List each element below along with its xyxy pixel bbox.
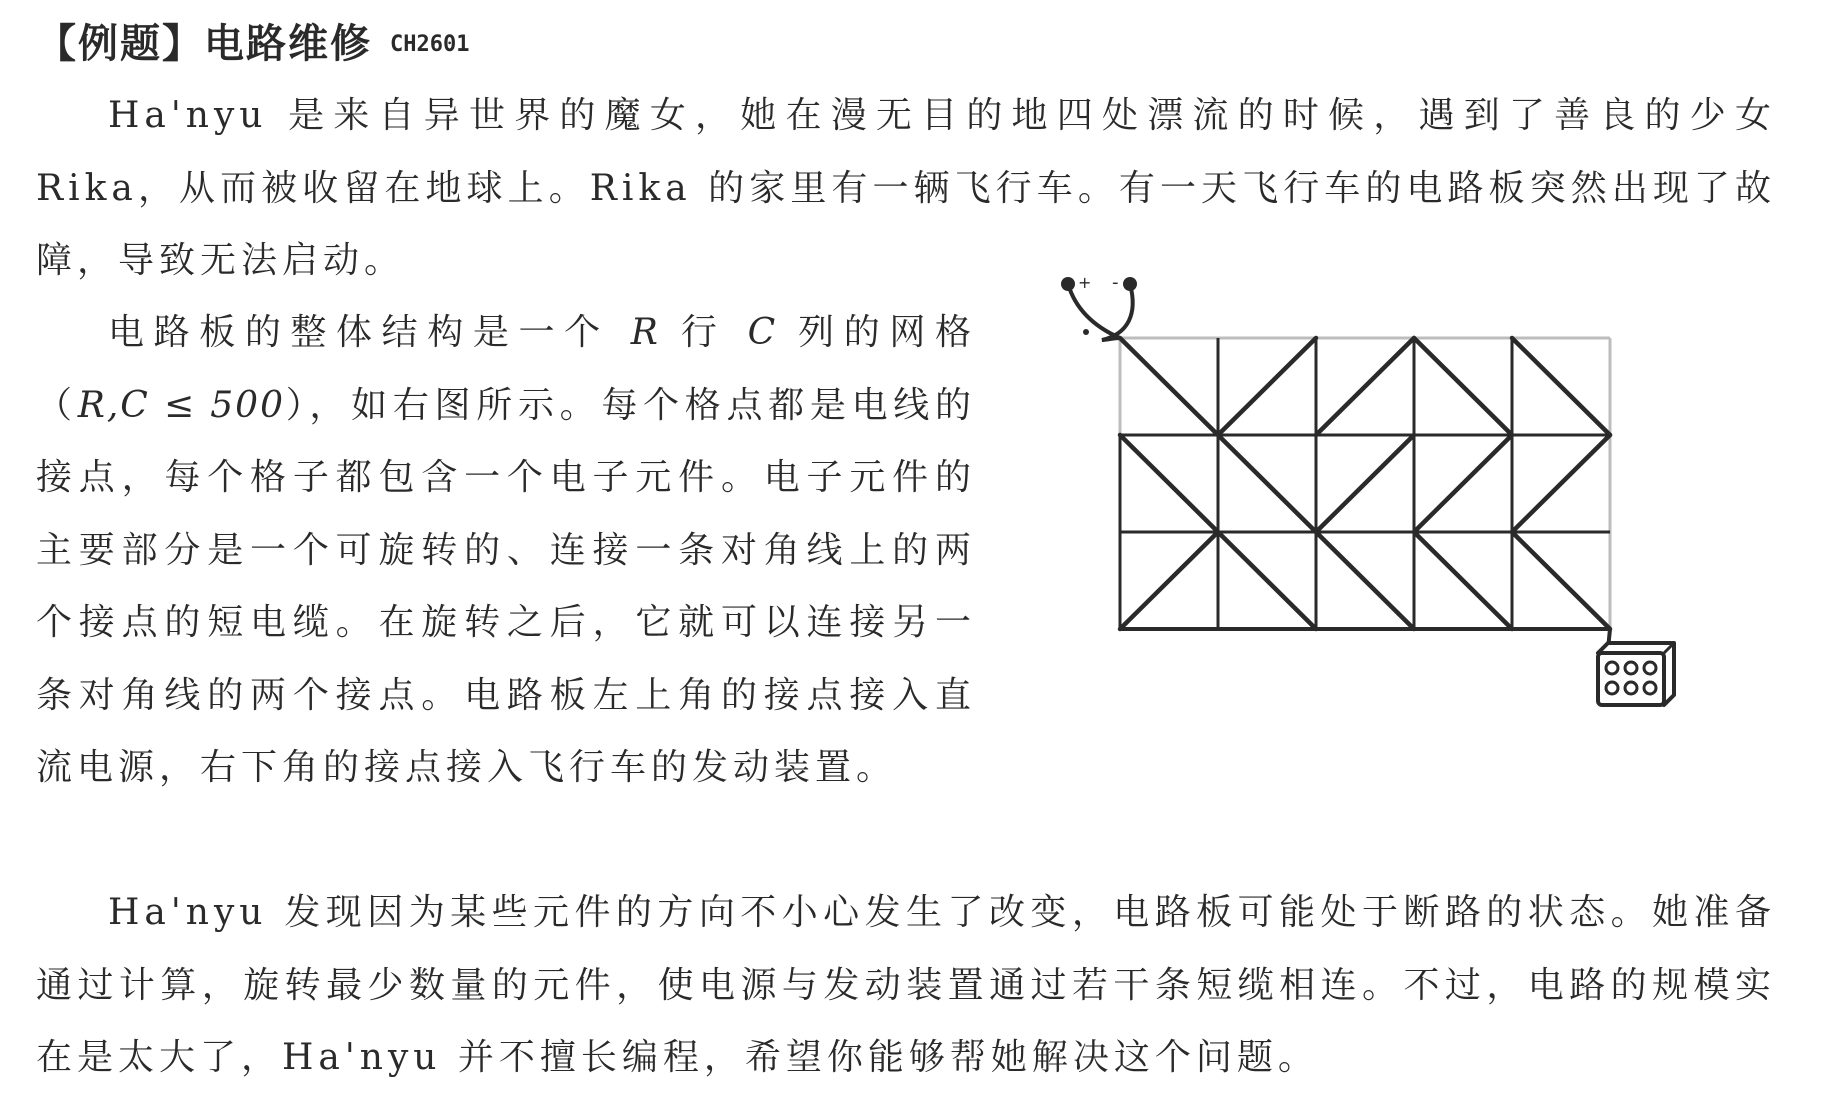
- minus-label: -: [1112, 272, 1119, 293]
- paragraph-intro: Ha'nyu 是来自异世界的魔女，她在漫无目的地四处漂流的时候，遇到了善良的少女 Rika，从而被收留在地球上。Rika 的家里有一辆飞行车。有一天飞行车的电路板突然出现了故障，导致无法启动。: [36, 95, 1776, 281]
- cable-cell: [1414, 338, 1512, 435]
- problem-title-text: 【例题】电路维修: [36, 21, 372, 67]
- math-r: R: [630, 312, 660, 353]
- cable-cell: [1316, 338, 1414, 435]
- cable-cell: [1120, 338, 1218, 435]
- diagonal-cables: [1120, 338, 1610, 629]
- cable-cell: [1120, 532, 1218, 629]
- cable-cell: [1512, 338, 1610, 435]
- cable-cell: [1414, 532, 1512, 629]
- grid-desc-middle: 行: [659, 312, 748, 353]
- problem-title: [36, 14, 469, 75]
- cable-cell: [1316, 435, 1414, 532]
- grid-desc-before-r: 电路板的整体结构是一个: [108, 312, 631, 353]
- circuit-board-diagram: [1020, 272, 1790, 838]
- plus-label: +: [1078, 273, 1092, 292]
- grid-desc-rest: ），如右图所示。每个格点都是电线的接点，每个格子都包含一个电子元件。电子元件的主要部分是一个可旋转的、连接一条对角线上的两个接点的短电缆。在旋转之后，它就可以连接另一条对角线的两个接点。电路板左上角的接点接入直流电源，右下角的接点接入飞行车的发动装置。: [36, 384, 976, 788]
- cable-cell: [1218, 435, 1316, 532]
- cable-cell: [1120, 435, 1218, 532]
- cable-cell: [1316, 532, 1414, 629]
- engine-device-icon: [1598, 629, 1674, 705]
- cable-cell: [1512, 532, 1610, 629]
- math-c: C: [747, 312, 778, 353]
- grid-desc-after-c: 列的网格（: [36, 312, 976, 426]
- problem-code: CH2601: [390, 32, 470, 57]
- paragraph-grid-description: [36, 297, 976, 805]
- paragraph-task: Ha'nyu 发现因为某些元件的方向不小心发生了改变，电路板可能处于断路的状态。她准备通过计算，旋转最少数量的元件，使电源与发动装置通过若干条短缆相连。不过，电路的规模实在是太大了，Ha'nyu 并不擅长编程，希望你能够帮她解决这个问题。: [36, 892, 1776, 1078]
- cable-cell: [1512, 435, 1610, 532]
- cable-cell: [1218, 338, 1316, 435]
- math-constraint: R,C ≤ 500: [77, 384, 285, 426]
- cable-cell: [1218, 532, 1316, 629]
- cable-cell: [1414, 435, 1512, 532]
